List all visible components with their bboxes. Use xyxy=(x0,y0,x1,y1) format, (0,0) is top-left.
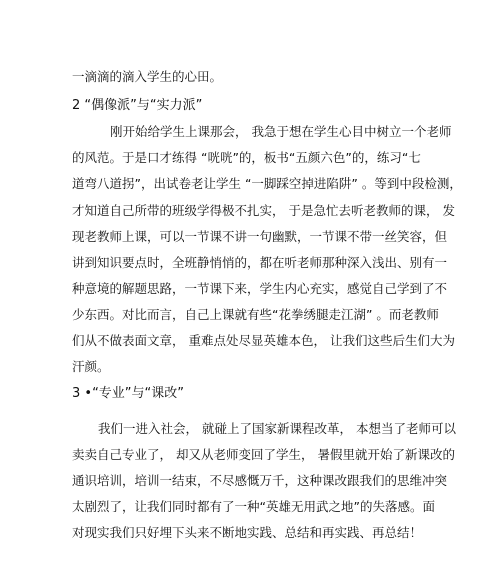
text-line: 汗颜。 xyxy=(72,359,110,374)
text-line: 太剧烈了，让我们同时都有了一种“英雄无用武之地”的失落感。面 xyxy=(72,499,435,514)
text-line: 们从不做表面文章， 重难点处尽显英雄本色， 让我们这些后生们大为 xyxy=(72,333,455,348)
text-line: 道弯八道拐”，出试卷老让学生 “一脚踩空掉进陷阱” 。等到中段检测， xyxy=(72,176,462,191)
section-heading: 3 •“专业”与“课改” xyxy=(72,386,185,401)
text-line: 对现实我们只好埋下头来不断地实践、总结和再实践、再总结！ xyxy=(72,525,423,540)
text-line: 一滴滴的滴入学生的心田。 xyxy=(72,69,223,84)
section-heading: 2 “偶像派”与“实力派” xyxy=(72,98,203,113)
text-line: 讲到知识要点时，全班静悄悄的，都在听老师那种深入浅出、别有一 xyxy=(72,255,448,270)
text-line: 才知道自己所带的班级学得极不扎实， 于是急忙去听老教师的课， 发 xyxy=(72,203,455,218)
text-line: 现老教师上课，可以一节课不讲一句幽默，一节课不带一丝笑容，但 xyxy=(72,229,448,244)
text-line: 刚开始给学生上课那会， 我急于想在学生心目中树立一个老师 xyxy=(110,124,452,139)
text-line: 的风范。于是口才练得 “咣咣”的，板书“五颜六色”的，练习“七 xyxy=(72,150,421,165)
text-line: 我们一进入社会， 就碰上了国家新课程改革， 本想当了老师可以 xyxy=(98,421,456,436)
text-line: 卖卖自己专业了， 却又从老师变回了学生， 暑假里就开始了新课改的 xyxy=(72,447,455,462)
text-line: 种意境的解题思路，一节课下来，学生内心充实，感觉自己学到了不 xyxy=(72,281,448,296)
text-line: 少东西。对比而言，自己上课就有些“花拳绣腿走江湖” 。而老教师 xyxy=(72,307,439,322)
text-line: 通识培训，培训一结束，不尽感慨万千，这种课改跟我们的思维冲突 xyxy=(72,473,448,488)
